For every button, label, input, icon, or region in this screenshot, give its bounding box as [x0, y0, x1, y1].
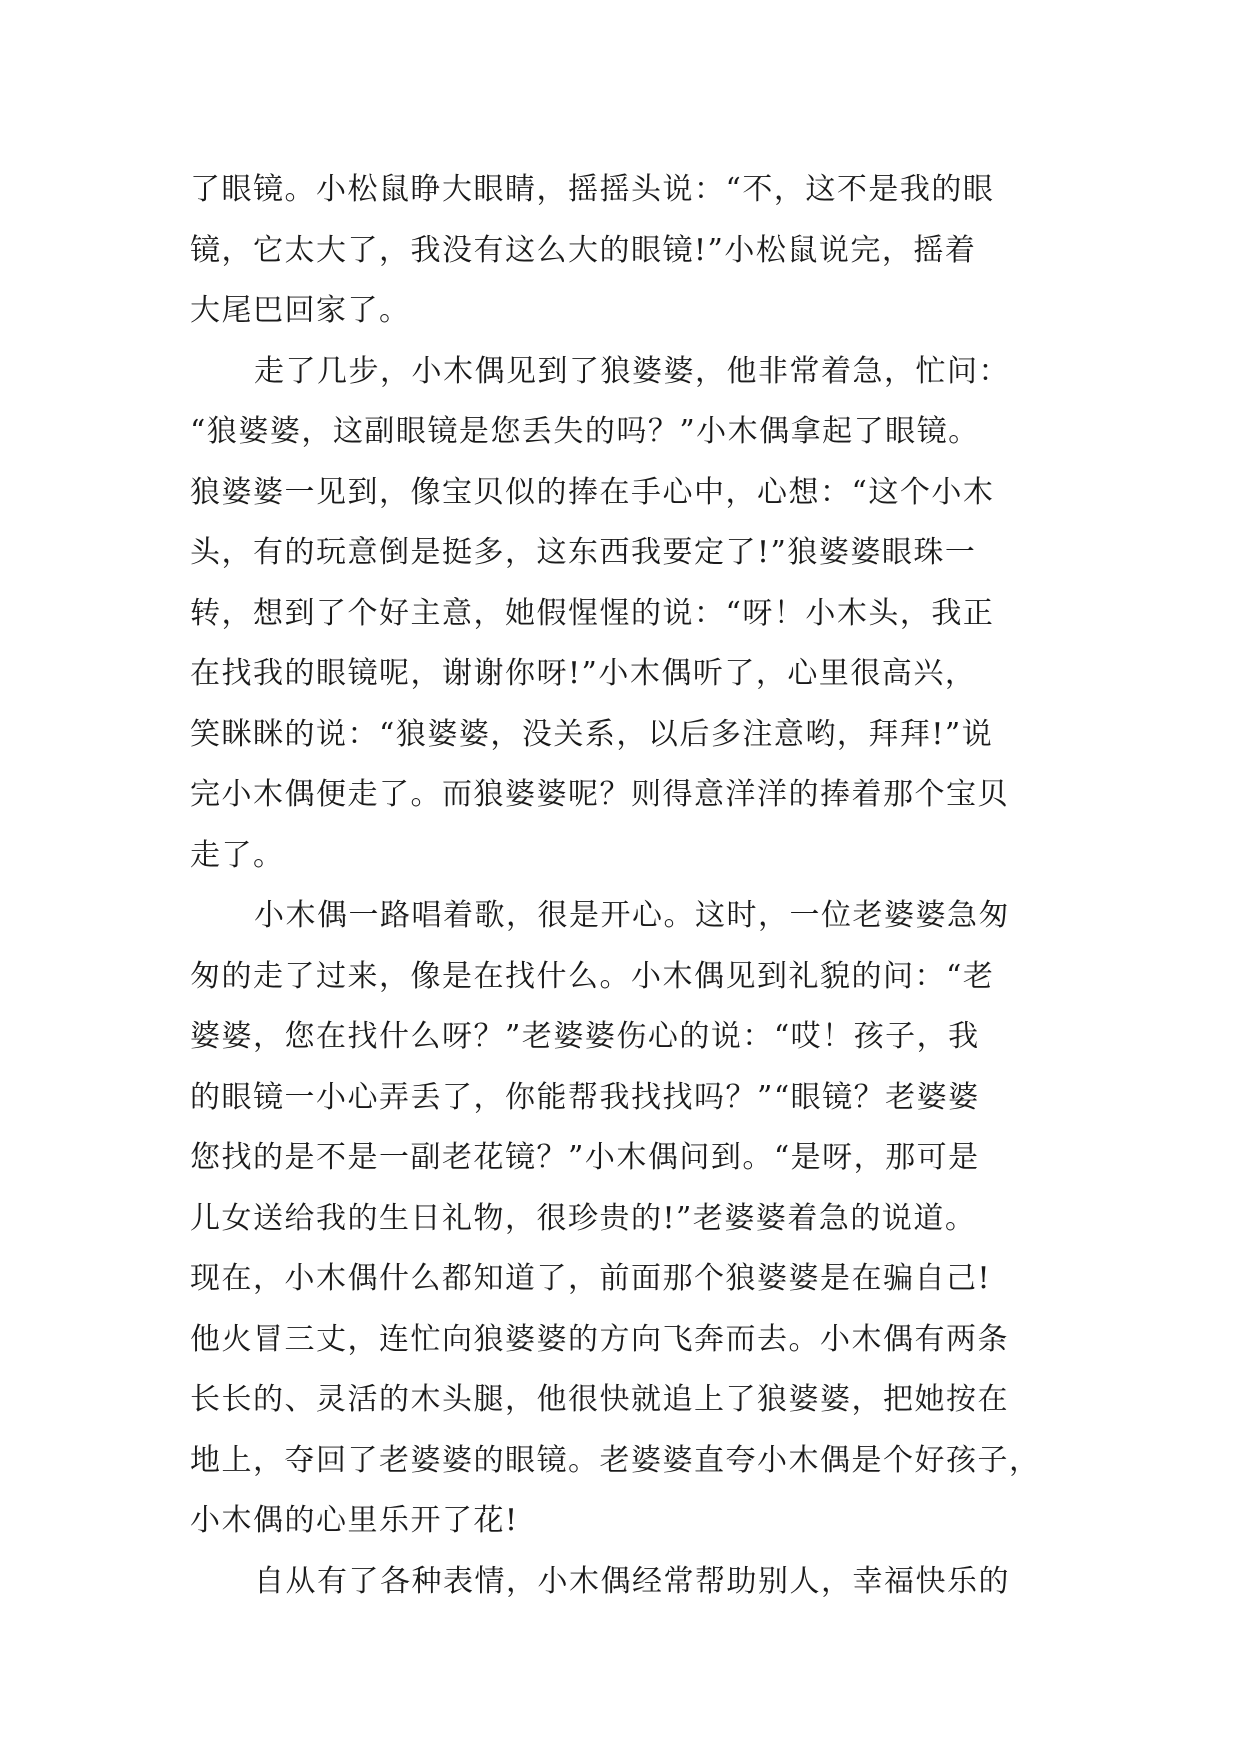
body-text [190, 160, 1050, 1612]
text-line: 婆婆，您在找什么呀？”老婆婆伤心的说：“哎！孩子，我 [190, 1019, 980, 1054]
text-line: 镜，它太大了，我没有这么大的眼镜!”小松鼠说完，摇着 [190, 232, 977, 268]
text-line: 匆的走了过来，像是在找什么。小木偶见到礼貌的问：“老 [190, 958, 995, 994]
paragraph-first-line: 走了几步，小木偶见到了狼婆婆，他非常着急，忙问： [254, 353, 1010, 389]
text-line: 狼婆婆一见到，像宝贝似的捧在手心中，心想：“这个小木 [190, 474, 995, 510]
text-line: 小木偶的心里乐开了花! [190, 1503, 519, 1538]
text-line: 儿女送给我的生日礼物，很珍贵的!”老婆婆着急的说道。 [190, 1200, 977, 1236]
text-line: 现在，小木偶什么都知道了，前面那个狼婆婆是在骗自己! [190, 1261, 992, 1296]
text-line: “狼婆婆，这副眼镜是您丢失的吗？”小木偶拿起了眼镜。 [190, 414, 980, 449]
text-line: 他火冒三丈，连忙向狼婆婆的方向飞奔而去。小木偶有两条 [190, 1321, 1009, 1357]
text-line: 转，想到了个好主意，她假惺惺的说：“呀！小木头，我正 [190, 595, 995, 631]
paragraph-first-line: 自从有了各种表情，小木偶经常帮助别人，幸福快乐的 [254, 1563, 1010, 1599]
text-line: 您找的是不是一副老花镜？”小木偶问到。“是呀，那可是 [190, 1140, 980, 1175]
text-line: 地上，夺回了老婆婆的眼镜。老婆婆直夸小木偶是个好孩子， [190, 1442, 1041, 1478]
text-line: 笑眯眯的说：“狼婆婆，没关系，以后多注意哟，拜拜!”说 [190, 716, 994, 752]
text-line: 完小木偶便走了。而狼婆婆呢？则得意洋洋的捧着那个宝贝 [190, 777, 1009, 812]
text-line: 在找我的眼镜呢，谢谢你呀!”小木偶听了，心里很高兴， [190, 656, 977, 691]
text-line: 大尾巴回家了。 [190, 293, 411, 328]
text-line: 走了。 [190, 837, 285, 873]
text-line: 了眼镜。小松鼠睁大眼睛，摇摇头说：“不，这不是我的眼 [190, 172, 995, 207]
paragraph-first-line: 小木偶一路唱着歌，很是开心。这时，一位老婆婆急匆 [254, 898, 1010, 933]
text-line: 长长的、灵活的木头腿，他很快就追上了狼婆婆，把她按在 [190, 1382, 1009, 1417]
text-line: 头，有的玩意倒是挺多，这东西我要定了!”狼婆婆眼珠一 [190, 535, 977, 570]
text-line: 的眼镜一小心弄丢了，你能帮我找找吗？”“眼镜？老婆婆 [190, 1079, 980, 1115]
